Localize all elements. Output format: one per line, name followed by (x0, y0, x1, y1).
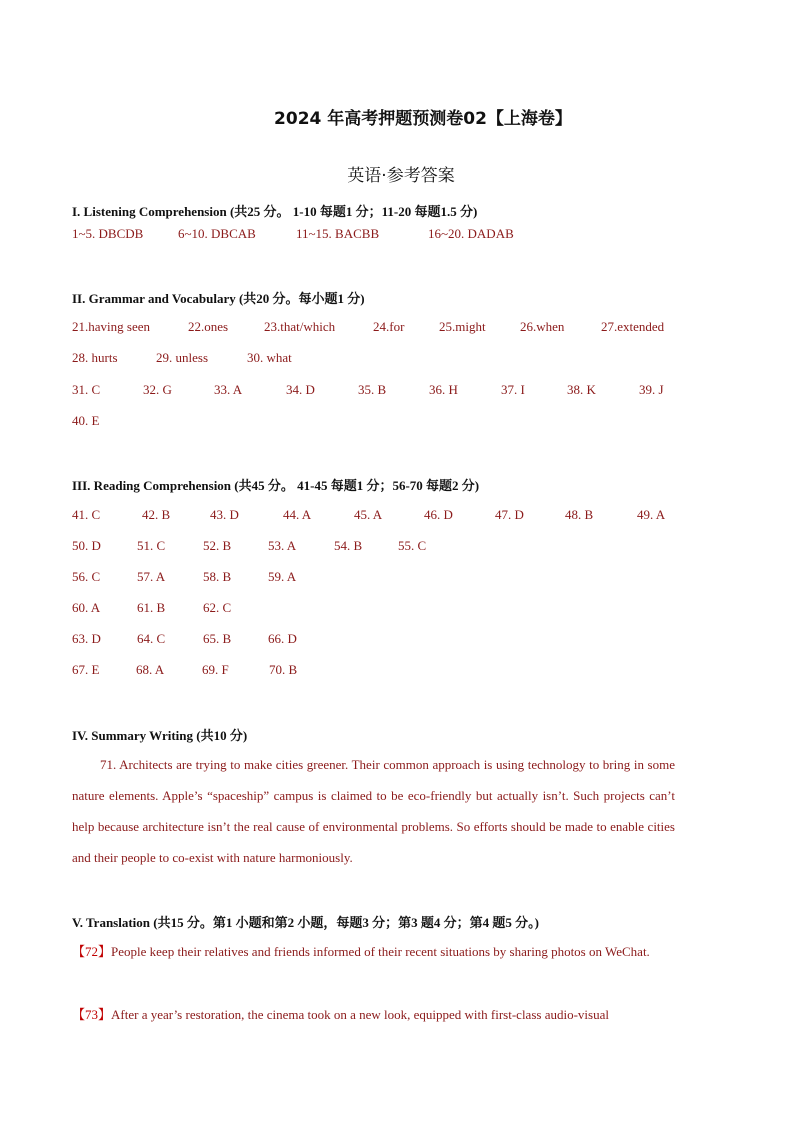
section-4-heading: IV. Summary Writing (共10 分) (72, 728, 248, 743)
section-2-row-2 (72, 350, 292, 366)
section-3-row-6 (72, 662, 297, 678)
section-3-row-3 (72, 569, 296, 585)
answer: 58. B (203, 569, 232, 584)
answer: 68. A (136, 662, 165, 677)
section-3-row-1 (72, 507, 665, 523)
translation-72 (72, 936, 675, 967)
item-number: 【73】 (72, 1007, 112, 1022)
page-subtitle: 英语·参考答案 (347, 166, 455, 186)
section-3-heading: III. Reading Comprehension (共45 分。 41-45 每题1 分；56-70 每题2 分) (72, 478, 480, 493)
section-1-answers (72, 226, 514, 242)
answer: 53. A (268, 538, 297, 553)
item-number: 【72】 (72, 944, 112, 959)
answer: 29. unless (156, 350, 208, 365)
section-3-row-2 (72, 538, 426, 554)
answer-group: 6~10. DBCAB (178, 226, 256, 241)
answer: 30. what (247, 350, 292, 365)
answer: 36. H (429, 382, 458, 397)
answer: 54. B (334, 538, 363, 553)
answer: 27.extended (601, 319, 665, 334)
answer: 28. hurts (72, 350, 118, 365)
answer: 23.that/which (264, 319, 336, 334)
answer: 70. B (269, 662, 298, 677)
answer: 25.might (439, 319, 486, 334)
answer-group: 16~20. DADAB (428, 226, 514, 241)
translation-text: After a year’s restoration, the cinema took on a new look, equipped with first-class audio-visual (111, 1007, 609, 1022)
answer: 50. D (72, 538, 101, 553)
answer: 60. A (72, 600, 101, 615)
answer: 57. A (137, 569, 166, 584)
answer: 42. B (142, 507, 171, 522)
answer: 49. A (637, 507, 666, 522)
answer: 38. K (567, 382, 596, 397)
section-2-row-3 (72, 382, 664, 398)
section-5-heading: V. Translation (共15 分。第1 小题和第2 小题，每题3 分；第3 题4 分；第4 题5 分。) (72, 915, 539, 930)
answer: 31. C (72, 382, 101, 397)
answer: 41. C (72, 507, 101, 522)
answer: 65. B (203, 631, 232, 646)
answer-group: 11~15. BACBB (296, 226, 380, 241)
answer: 48. B (565, 507, 594, 522)
answer: 66. D (268, 631, 297, 646)
answer: 59. A (268, 569, 297, 584)
answer: 61. B (137, 600, 166, 615)
answer-group: 1~5. DBCDB (72, 226, 144, 241)
section-2-row-4 (72, 413, 99, 429)
answer: 46. D (424, 507, 453, 522)
answer: 37. I (501, 382, 525, 397)
answer: 62. C (203, 600, 232, 615)
answer: 35. B (358, 382, 387, 397)
answer: 40. E (72, 413, 100, 428)
answer: 32. G (143, 382, 172, 397)
answer: 45. A (354, 507, 383, 522)
answer: 39. J (639, 382, 664, 397)
summary-paragraph (72, 749, 675, 873)
answer: 26.when (520, 319, 565, 334)
answer: 52. B (203, 538, 232, 553)
summary-text: 71. Architects are trying to make cities greener. Their common approach is using technology to bring in some nature elements. Apple’s “spaceship” campus is claimed to be eco-friendly but actually isn’t. Such projects can’t help because architecture isn’t the real cause of environmental problems. So efforts should be made to enable cities and their people to co-exist with nature harmoniously. (72, 757, 675, 865)
answer: 64. C (137, 631, 166, 646)
section-3-row-5 (72, 631, 297, 647)
translation-73 (72, 999, 675, 1030)
translation-text: People keep their relatives and friends informed of their recent situations by sharing photos on WeChat. (111, 944, 650, 959)
answer: 22.ones (188, 319, 229, 334)
section-1-heading: I. Listening Comprehension (共25 分。 1-10 每题1 分；11-20 每题1.5 分) (72, 204, 478, 219)
section-2-row-1 (72, 319, 664, 335)
answer: 44. A (283, 507, 312, 522)
answer: 56. C (72, 569, 101, 584)
answer: 43. D (210, 507, 239, 522)
answer: 67. E (72, 662, 100, 677)
page-title: 2024 年高考押题预测卷02【上海卷】 (274, 109, 572, 129)
answer: 69. F (202, 662, 229, 677)
answer: 51. C (137, 538, 166, 553)
section-3-row-4 (72, 600, 231, 616)
answer: 47. D (495, 507, 524, 522)
answer: 21.having seen (72, 319, 150, 334)
answer: 33. A (214, 382, 243, 397)
answer: 55. C (398, 538, 427, 553)
answer: 24.for (373, 319, 405, 334)
answer: 34. D (286, 382, 315, 397)
section-2-heading: II. Grammar and Vocabulary (共20 分。每小题1 分) (72, 291, 365, 306)
answer: 63. D (72, 631, 101, 646)
